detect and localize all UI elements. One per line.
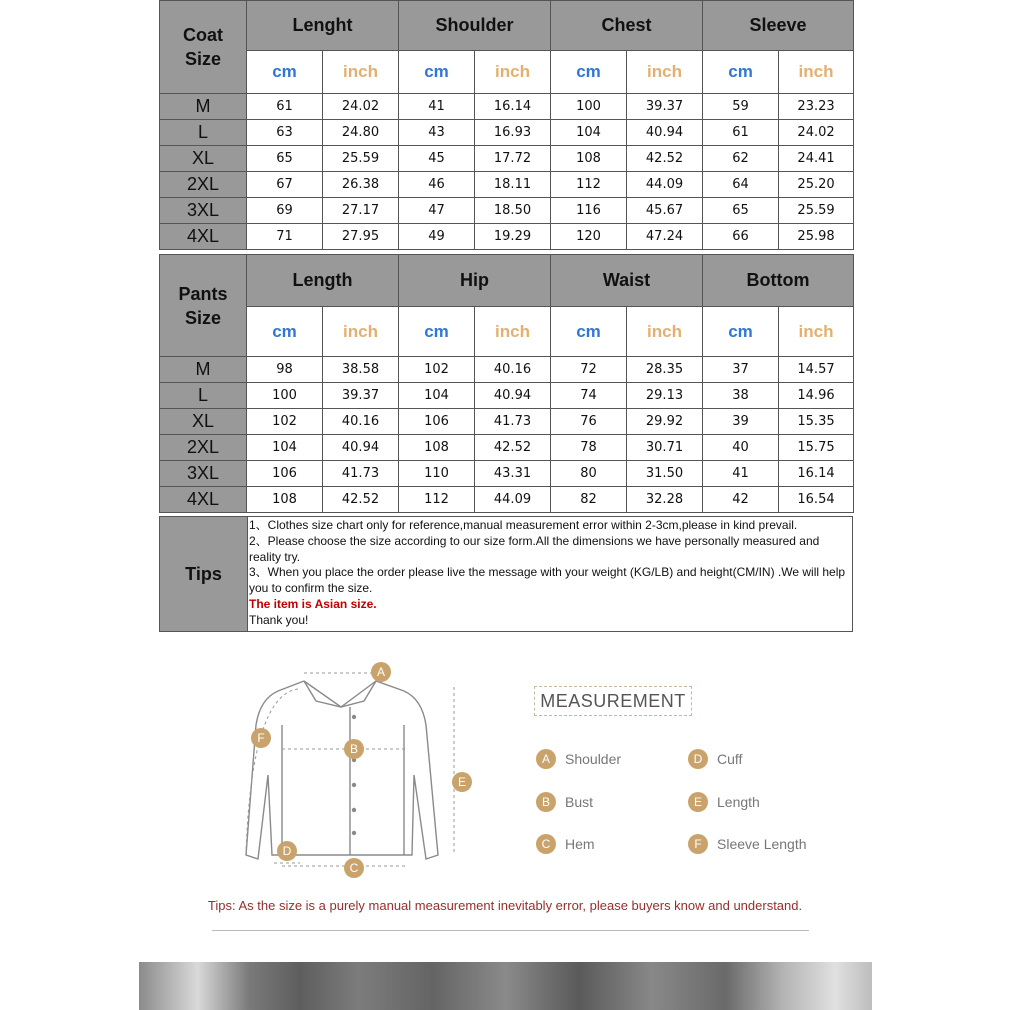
value-cell: 43 <box>399 120 475 146</box>
shirt-collar-inner <box>304 681 376 707</box>
legend-label: Cuff <box>717 751 743 767</box>
value-cell: 61 <box>247 94 323 120</box>
badge-letter: A <box>376 665 386 679</box>
size-cell: 2XL <box>160 172 247 198</box>
value-cell: 120 <box>551 224 627 250</box>
value-cell: 14.57 <box>779 357 854 383</box>
value-cell: 18.50 <box>475 198 551 224</box>
value-cell: 112 <box>551 172 627 198</box>
coat-size-title: Coat Size <box>183 25 223 69</box>
value-cell: 74 <box>551 383 627 409</box>
value-cell: 24.02 <box>323 94 399 120</box>
value-cell: 40.94 <box>475 383 551 409</box>
pants-header: Hip <box>399 255 551 307</box>
value-cell: 64 <box>703 172 779 198</box>
tip-line-3: 3、When you place the order please live the message with your weight (KG/LB) and height(CM/IN) .We will help you to confirm the size. <box>249 565 846 596</box>
size-cell: 3XL <box>160 198 247 224</box>
value-cell: 25.98 <box>779 224 854 250</box>
legend-item <box>688 792 760 812</box>
tip-line-2: 2、Please choose the size according to our size form.All the dimensions we have personally measured and reality try. <box>249 533 820 564</box>
value-cell: 42 <box>703 487 779 513</box>
value-cell: 38 <box>703 383 779 409</box>
value-cell: 65 <box>703 198 779 224</box>
value-cell: 23.23 <box>779 94 854 120</box>
value-cell: 16.14 <box>475 94 551 120</box>
sleeve-line <box>246 689 298 851</box>
legend-item <box>688 834 807 854</box>
tips-label: Tips <box>160 517 248 631</box>
value-cell: 14.96 <box>779 383 854 409</box>
value-cell: 29.13 <box>627 383 703 409</box>
value-cell: 30.71 <box>627 435 703 461</box>
value-cell: 44.09 <box>475 487 551 513</box>
value-cell: 47 <box>399 198 475 224</box>
inch-unit-label: inch <box>475 307 551 357</box>
value-cell: 59 <box>703 94 779 120</box>
legend-badge: C <box>536 834 556 854</box>
value-cell: 42.52 <box>475 435 551 461</box>
value-cell: 40.94 <box>323 435 399 461</box>
value-cell: 72 <box>551 357 627 383</box>
coat-unit-row <box>160 51 854 94</box>
cm-unit-label: cm <box>247 307 323 357</box>
size-row <box>160 198 854 224</box>
shirt-button <box>352 783 356 787</box>
divider <box>212 930 809 931</box>
legend-item <box>536 749 621 769</box>
tips-box <box>159 516 853 632</box>
shirt-diagram <box>186 655 486 893</box>
value-cell: 40.16 <box>323 409 399 435</box>
value-cell: 16.93 <box>475 120 551 146</box>
cm-unit-label: cm <box>703 307 779 357</box>
size-row <box>160 94 854 120</box>
size-row <box>160 409 854 435</box>
measurement-tip: Tips: As the size is a purely manual measurement inevitably error, please buyers know and understand. <box>207 898 803 913</box>
value-cell: 25.59 <box>779 198 854 224</box>
size-cell: M <box>160 357 247 383</box>
value-cell: 98 <box>247 357 323 383</box>
value-cell: 32.28 <box>627 487 703 513</box>
value-cell: 46 <box>399 172 475 198</box>
value-cell: 69 <box>247 198 323 224</box>
coat-header: Shoulder <box>399 1 551 51</box>
value-cell: 18.11 <box>475 172 551 198</box>
value-cell: 106 <box>247 461 323 487</box>
value-cell: 17.72 <box>475 146 551 172</box>
size-cell: M <box>160 94 247 120</box>
shirt-button <box>352 715 356 719</box>
legend-label: Hem <box>565 836 595 852</box>
cm-unit-label: cm <box>703 51 779 94</box>
size-row <box>160 357 854 383</box>
value-cell: 29.92 <box>627 409 703 435</box>
value-cell: 25.59 <box>323 146 399 172</box>
value-cell: 24.02 <box>779 120 854 146</box>
size-row <box>160 172 854 198</box>
inch-unit-label: inch <box>779 307 854 357</box>
pants-size-title: Pants Size <box>178 283 228 328</box>
inch-unit-label: inch <box>323 307 399 357</box>
value-cell: 104 <box>247 435 323 461</box>
size-row <box>160 435 854 461</box>
value-cell: 39.37 <box>323 383 399 409</box>
value-cell: 39.37 <box>627 94 703 120</box>
pants-header: Waist <box>551 255 703 307</box>
legend-label: Length <box>717 794 760 810</box>
legend-badge: E <box>688 792 708 812</box>
value-cell: 102 <box>247 409 323 435</box>
size-cell: L <box>160 120 247 146</box>
value-cell: 15.75 <box>779 435 854 461</box>
value-cell: 45.67 <box>627 198 703 224</box>
pants-unit-row <box>160 307 854 357</box>
value-cell: 108 <box>247 487 323 513</box>
value-cell: 44.09 <box>627 172 703 198</box>
value-cell: 67 <box>247 172 323 198</box>
coat-header: Sleeve <box>703 1 854 51</box>
value-cell: 108 <box>551 146 627 172</box>
shirt-outline <box>246 681 438 859</box>
coat-header: Lenght <box>247 1 399 51</box>
legend-badge: A <box>536 749 556 769</box>
size-cell: 4XL <box>160 487 247 513</box>
coat-body <box>160 94 854 250</box>
value-cell: 110 <box>399 461 475 487</box>
value-cell: 108 <box>399 435 475 461</box>
value-cell: 80 <box>551 461 627 487</box>
legend-badge: B <box>536 792 556 812</box>
cm-unit-label: cm <box>247 51 323 94</box>
value-cell: 27.95 <box>323 224 399 250</box>
value-cell: 40 <box>703 435 779 461</box>
value-cell: 116 <box>551 198 627 224</box>
value-cell: 112 <box>399 487 475 513</box>
value-cell: 49 <box>399 224 475 250</box>
cm-unit-label: cm <box>551 51 627 94</box>
value-cell: 100 <box>551 94 627 120</box>
legend-item <box>688 749 742 769</box>
size-row <box>160 120 854 146</box>
shirt-button <box>352 808 356 812</box>
value-cell: 28.35 <box>627 357 703 383</box>
legend-label: Sleeve Length <box>717 836 807 852</box>
shirt-button <box>352 831 356 835</box>
badge-letter: C <box>349 861 359 875</box>
value-cell: 43.31 <box>475 461 551 487</box>
legend-badge: F <box>688 834 708 854</box>
badge-letter: B <box>349 742 359 756</box>
value-cell: 82 <box>551 487 627 513</box>
value-cell: 47.24 <box>627 224 703 250</box>
value-cell: 42.52 <box>627 146 703 172</box>
size-cell: XL <box>160 409 247 435</box>
value-cell: 39 <box>703 409 779 435</box>
fur-photo-strip <box>139 962 872 1010</box>
value-cell: 61 <box>703 120 779 146</box>
value-cell: 106 <box>399 409 475 435</box>
pants-size-label <box>160 255 247 357</box>
legend-badge: D <box>688 749 708 769</box>
inch-unit-label: inch <box>779 51 854 94</box>
size-cell: L <box>160 383 247 409</box>
value-cell: 102 <box>399 357 475 383</box>
badge-letter: D <box>282 844 292 858</box>
tip-line-1: 1、Clothes size chart only for reference,manual measurement error within 2-3cm,please in kind prevail. <box>249 518 798 532</box>
legend-label: Shoulder <box>565 751 622 767</box>
value-cell: 65 <box>247 146 323 172</box>
pants-size-table <box>159 254 854 513</box>
value-cell: 16.14 <box>779 461 854 487</box>
size-cell: XL <box>160 146 247 172</box>
badge-letter: F <box>257 731 265 745</box>
value-cell: 38.58 <box>323 357 399 383</box>
cm-unit-label: cm <box>399 307 475 357</box>
value-cell: 40.16 <box>475 357 551 383</box>
value-cell: 41 <box>703 461 779 487</box>
value-cell: 24.80 <box>323 120 399 146</box>
value-cell: 37 <box>703 357 779 383</box>
value-cell: 41.73 <box>475 409 551 435</box>
coat-size-label <box>160 1 247 94</box>
pants-body <box>160 357 854 513</box>
legend-label: Bust <box>565 794 594 810</box>
coat-size-table <box>159 0 854 250</box>
value-cell: 25.20 <box>779 172 854 198</box>
size-cell: 4XL <box>160 224 247 250</box>
value-cell: 24.41 <box>779 146 854 172</box>
legend-item <box>536 834 595 854</box>
cm-unit-label: cm <box>399 51 475 94</box>
tips-text <box>249 518 851 629</box>
value-cell: 104 <box>551 120 627 146</box>
pants-header: Length <box>247 255 399 307</box>
value-cell: 62 <box>703 146 779 172</box>
inch-unit-label: inch <box>627 51 703 94</box>
legend-item <box>536 792 593 812</box>
coat-header: Chest <box>551 1 703 51</box>
inch-unit-label: inch <box>475 51 551 94</box>
asian-size-note: The item is Asian size. <box>249 596 377 611</box>
value-cell: 41.73 <box>323 461 399 487</box>
value-cell: 31.50 <box>627 461 703 487</box>
measurement-title: MEASUREMENT <box>534 686 692 716</box>
size-row <box>160 461 854 487</box>
value-cell: 40.94 <box>627 120 703 146</box>
inch-unit-label: inch <box>323 51 399 94</box>
value-cell: 66 <box>703 224 779 250</box>
pants-header: Bottom <box>703 255 854 307</box>
value-cell: 41 <box>399 94 475 120</box>
value-cell: 78 <box>551 435 627 461</box>
value-cell: 19.29 <box>475 224 551 250</box>
value-cell: 27.17 <box>323 198 399 224</box>
value-cell: 100 <box>247 383 323 409</box>
value-cell: 63 <box>247 120 323 146</box>
size-row <box>160 224 854 250</box>
value-cell: 76 <box>551 409 627 435</box>
value-cell: 26.38 <box>323 172 399 198</box>
value-cell: 42.52 <box>323 487 399 513</box>
size-row <box>160 383 854 409</box>
inch-unit-label: inch <box>627 307 703 357</box>
size-row <box>160 487 854 513</box>
thank-you: Thank you! <box>249 612 309 627</box>
cm-unit-label: cm <box>551 307 627 357</box>
value-cell: 15.35 <box>779 409 854 435</box>
value-cell: 45 <box>399 146 475 172</box>
size-cell: 3XL <box>160 461 247 487</box>
value-cell: 71 <box>247 224 323 250</box>
size-row <box>160 146 854 172</box>
size-cell: 2XL <box>160 435 247 461</box>
value-cell: 104 <box>399 383 475 409</box>
shirt-collar <box>304 681 376 707</box>
value-cell: 16.54 <box>779 487 854 513</box>
badge-letter: E <box>457 775 467 789</box>
